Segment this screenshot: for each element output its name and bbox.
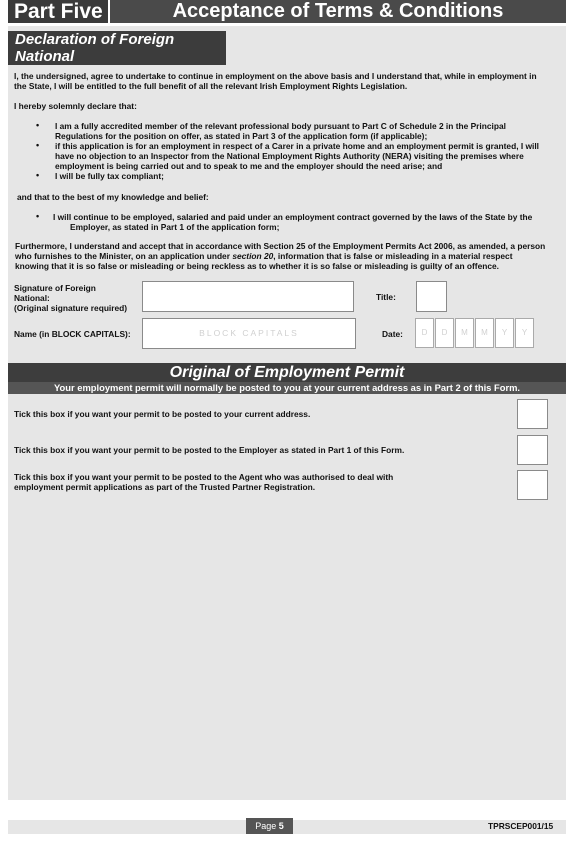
page-word: Page [255,821,277,831]
title-label: Title: [376,292,396,302]
intro-text [14,71,564,91]
bullet-item: I will be fully tax compliant; [55,171,164,181]
furthermore-text [15,241,567,271]
intro-line: the State, I will be entitled to the full benefit of all the relevant Irish Employment Rights Legislation. [14,81,408,91]
permit-section-title: Original of Employment Permit [8,363,566,382]
page-title: Acceptance of Terms & Conditions [110,0,566,23]
date-year-cell[interactable]: Y [515,318,534,348]
bullet-line: I am a fully accredited member of the relevant professional body pursuant to Part C of Schedule 2 in the Principal [55,121,506,131]
bullet-item [55,121,565,141]
title-field[interactable] [416,281,447,312]
permit-option-agent-line: employment permit applications as part of the Trusted Partner Registration. [14,482,316,492]
agent-checkbox[interactable] [517,470,548,500]
knowledge-text: and that to the best of my knowledge and belief: [17,192,209,202]
signature-label-line: (Original signature required) [14,303,128,313]
form-code: TPRSCEP001/15 [488,821,554,831]
bullet-line: Regulations for the position on offer, as stated in Part 3 of the application form (if applicable); [55,131,428,141]
permit-section-subtitle: Your employment permit will normally be posted to you at your current address as in Part 2 of this Form. [8,382,566,394]
bullet-line: have no objection to an Inspector from the National Employment Rights Authority (NERA) visiting the premises where [55,151,524,161]
name-label: Name (in BLOCK CAPITALS): [14,329,131,339]
bullet-line: if this application is for an employment in respect of a Carer in a private home and an employment permit is granted, I will [55,141,539,151]
furthermore-segment: , information that is false or misleading in a material respect [273,251,513,261]
declaration-title-line1: Declaration of Foreign [15,31,175,48]
declaration-title [8,31,226,65]
bullet-line: I will continue to be employed, salaried and paid under an employment contract governed by the laws of the State by the [53,212,533,222]
signature-label-line: National: [14,293,50,303]
date-month-cell[interactable]: M [475,318,494,348]
section-reference: section 20 [232,251,274,261]
date-year-cell[interactable]: Y [495,318,514,348]
bullet-line: employment is being carried out and to speak to me and the employer should the need arise; and [55,161,443,171]
date-month-cell[interactable]: M [455,318,474,348]
furthermore-line: Furthermore, I understand and accept that in accordance with Section 25 of the Employment Permits Act 2006, as amended, a person [15,241,546,251]
furthermore-line [15,251,567,261]
permit-option-employer: Tick this box if you want your permit to be posted to the Employer as stated in Part 1 of this Form. [14,445,405,455]
date-field [415,318,534,348]
bullet-icon: • [36,140,40,150]
date-label: Date: [382,329,403,339]
signature-label [14,283,127,313]
bullet-icon: • [36,211,40,221]
intro-line: I, the undersigned, agree to undertake to continue in employment on the above basis and I understand that, while in employment in [14,71,537,81]
declaration-title-line2: National [15,48,75,65]
employer-checkbox[interactable] [517,435,548,465]
furthermore-segment: who furnishes to the Minister, on an application under [15,251,233,261]
page-number: 5 [278,821,284,831]
furthermore-line: knowing that it is so false or misleading or being reckless as to whether it is so false or misleading is guilty of an offence. [15,261,500,271]
permit-option-agent [14,472,393,492]
bullet-item [53,212,565,232]
bullet-item [55,141,565,171]
signature-field[interactable] [142,281,354,312]
permit-option-agent-line: Tick this box if you want your permit to be posted to the Agent who was authorised to deal with [14,472,394,482]
declare-text: I hereby solemnly declare that: [14,101,137,111]
current-address-checkbox[interactable] [517,399,548,429]
date-day-cell[interactable]: D [415,318,434,348]
bullet-line: Employer, as stated in Part 1 of the application form; [70,222,280,232]
date-day-cell[interactable]: D [435,318,454,348]
signature-label-line: Signature of Foreign [14,283,96,293]
bullet-icon: • [36,170,40,180]
permit-option-current-address: Tick this box if you want your permit to be posted to your current address. [14,409,311,419]
page-indicator [246,818,293,834]
name-field[interactable]: BLOCK CAPITALS [142,318,356,349]
bullet-icon: • [36,120,40,130]
part-label: Part Five [8,0,108,23]
